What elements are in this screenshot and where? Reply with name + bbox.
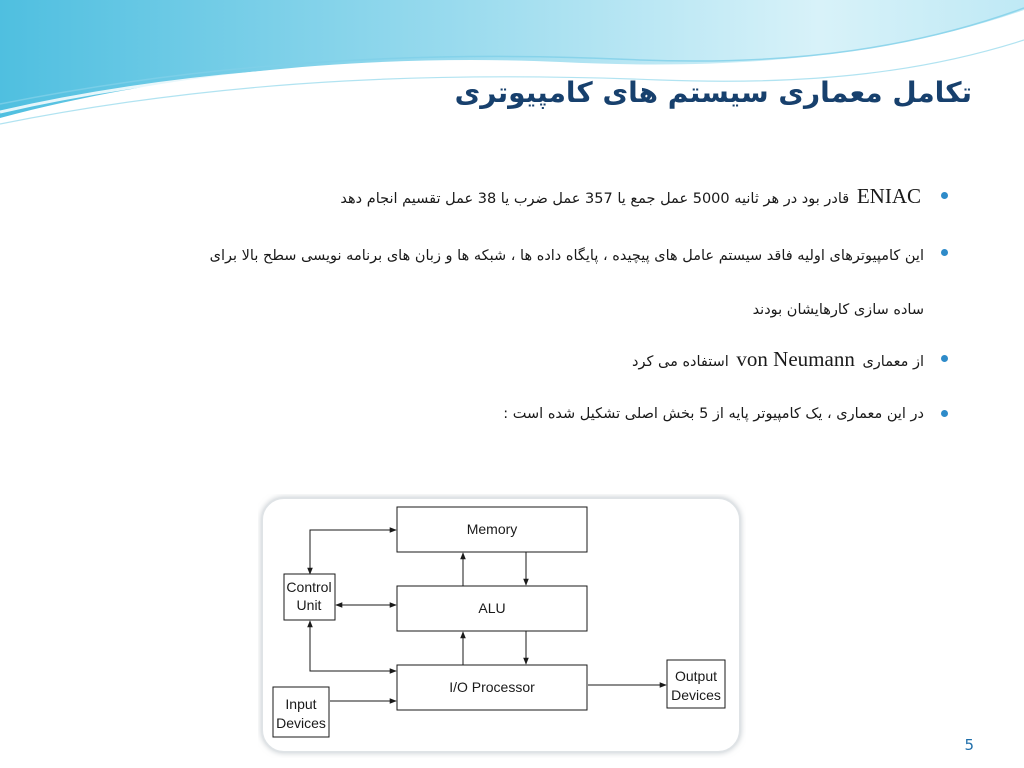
bullet-text: قادر بود در هر ثانیه 5000 عمل جمع یا 357 عمل ضرب یا 38 عمل تقسیم انجام دهد (340, 191, 850, 207)
bullet-text-after: استفاده می کرد (632, 354, 729, 370)
page-number: 5 (964, 736, 974, 754)
control-unit-label-1: Control (286, 579, 332, 595)
header-wave (0, 0, 1024, 130)
io-processor-label: I/O Processor (449, 679, 535, 695)
input-devices-label-2: Devices (276, 715, 326, 731)
memory-label: Memory (466, 521, 518, 537)
bullet-dot-icon (941, 410, 948, 417)
bullet-text: در این معماری ، یک کامپیوتر پایه از 5 بخش اصلی تشکیل شده است : (503, 406, 924, 422)
input-devices-label-1: Input (285, 696, 317, 712)
bullet-item (184, 396, 924, 432)
output-devices-label-1: Output (674, 668, 718, 684)
slide-title: تکامل معماری سیستم های کامپیوتری (454, 76, 972, 109)
control-unit-label-2: Unit (296, 597, 322, 613)
architecture-svg (258, 494, 746, 758)
output-devices-label-2: Devices (671, 687, 721, 703)
bullet-list (184, 178, 924, 436)
bullet-item (184, 341, 924, 380)
bullet-item (184, 229, 924, 337)
bullet-text-before: از معماری (862, 354, 924, 370)
bullet-text: این کامپیوترهای اولیه فاقد سیستم عامل های پیچیده ، پایگاه داده ها ، شبکه ها و زبان های برنامه نویسی سطح بالا برای ساده سازی کارهایشان بودند (209, 248, 924, 318)
bullet-latin-term: ENIAC (856, 184, 921, 208)
bullet-item (184, 178, 924, 217)
alu-label: ALU (478, 600, 506, 616)
bullet-dot-icon (941, 192, 948, 199)
bullet-dot-icon (941, 355, 948, 362)
bullet-dot-icon (941, 249, 948, 256)
bullet-latin-term: von Neumann (736, 347, 855, 371)
von-neumann-diagram (258, 494, 746, 758)
